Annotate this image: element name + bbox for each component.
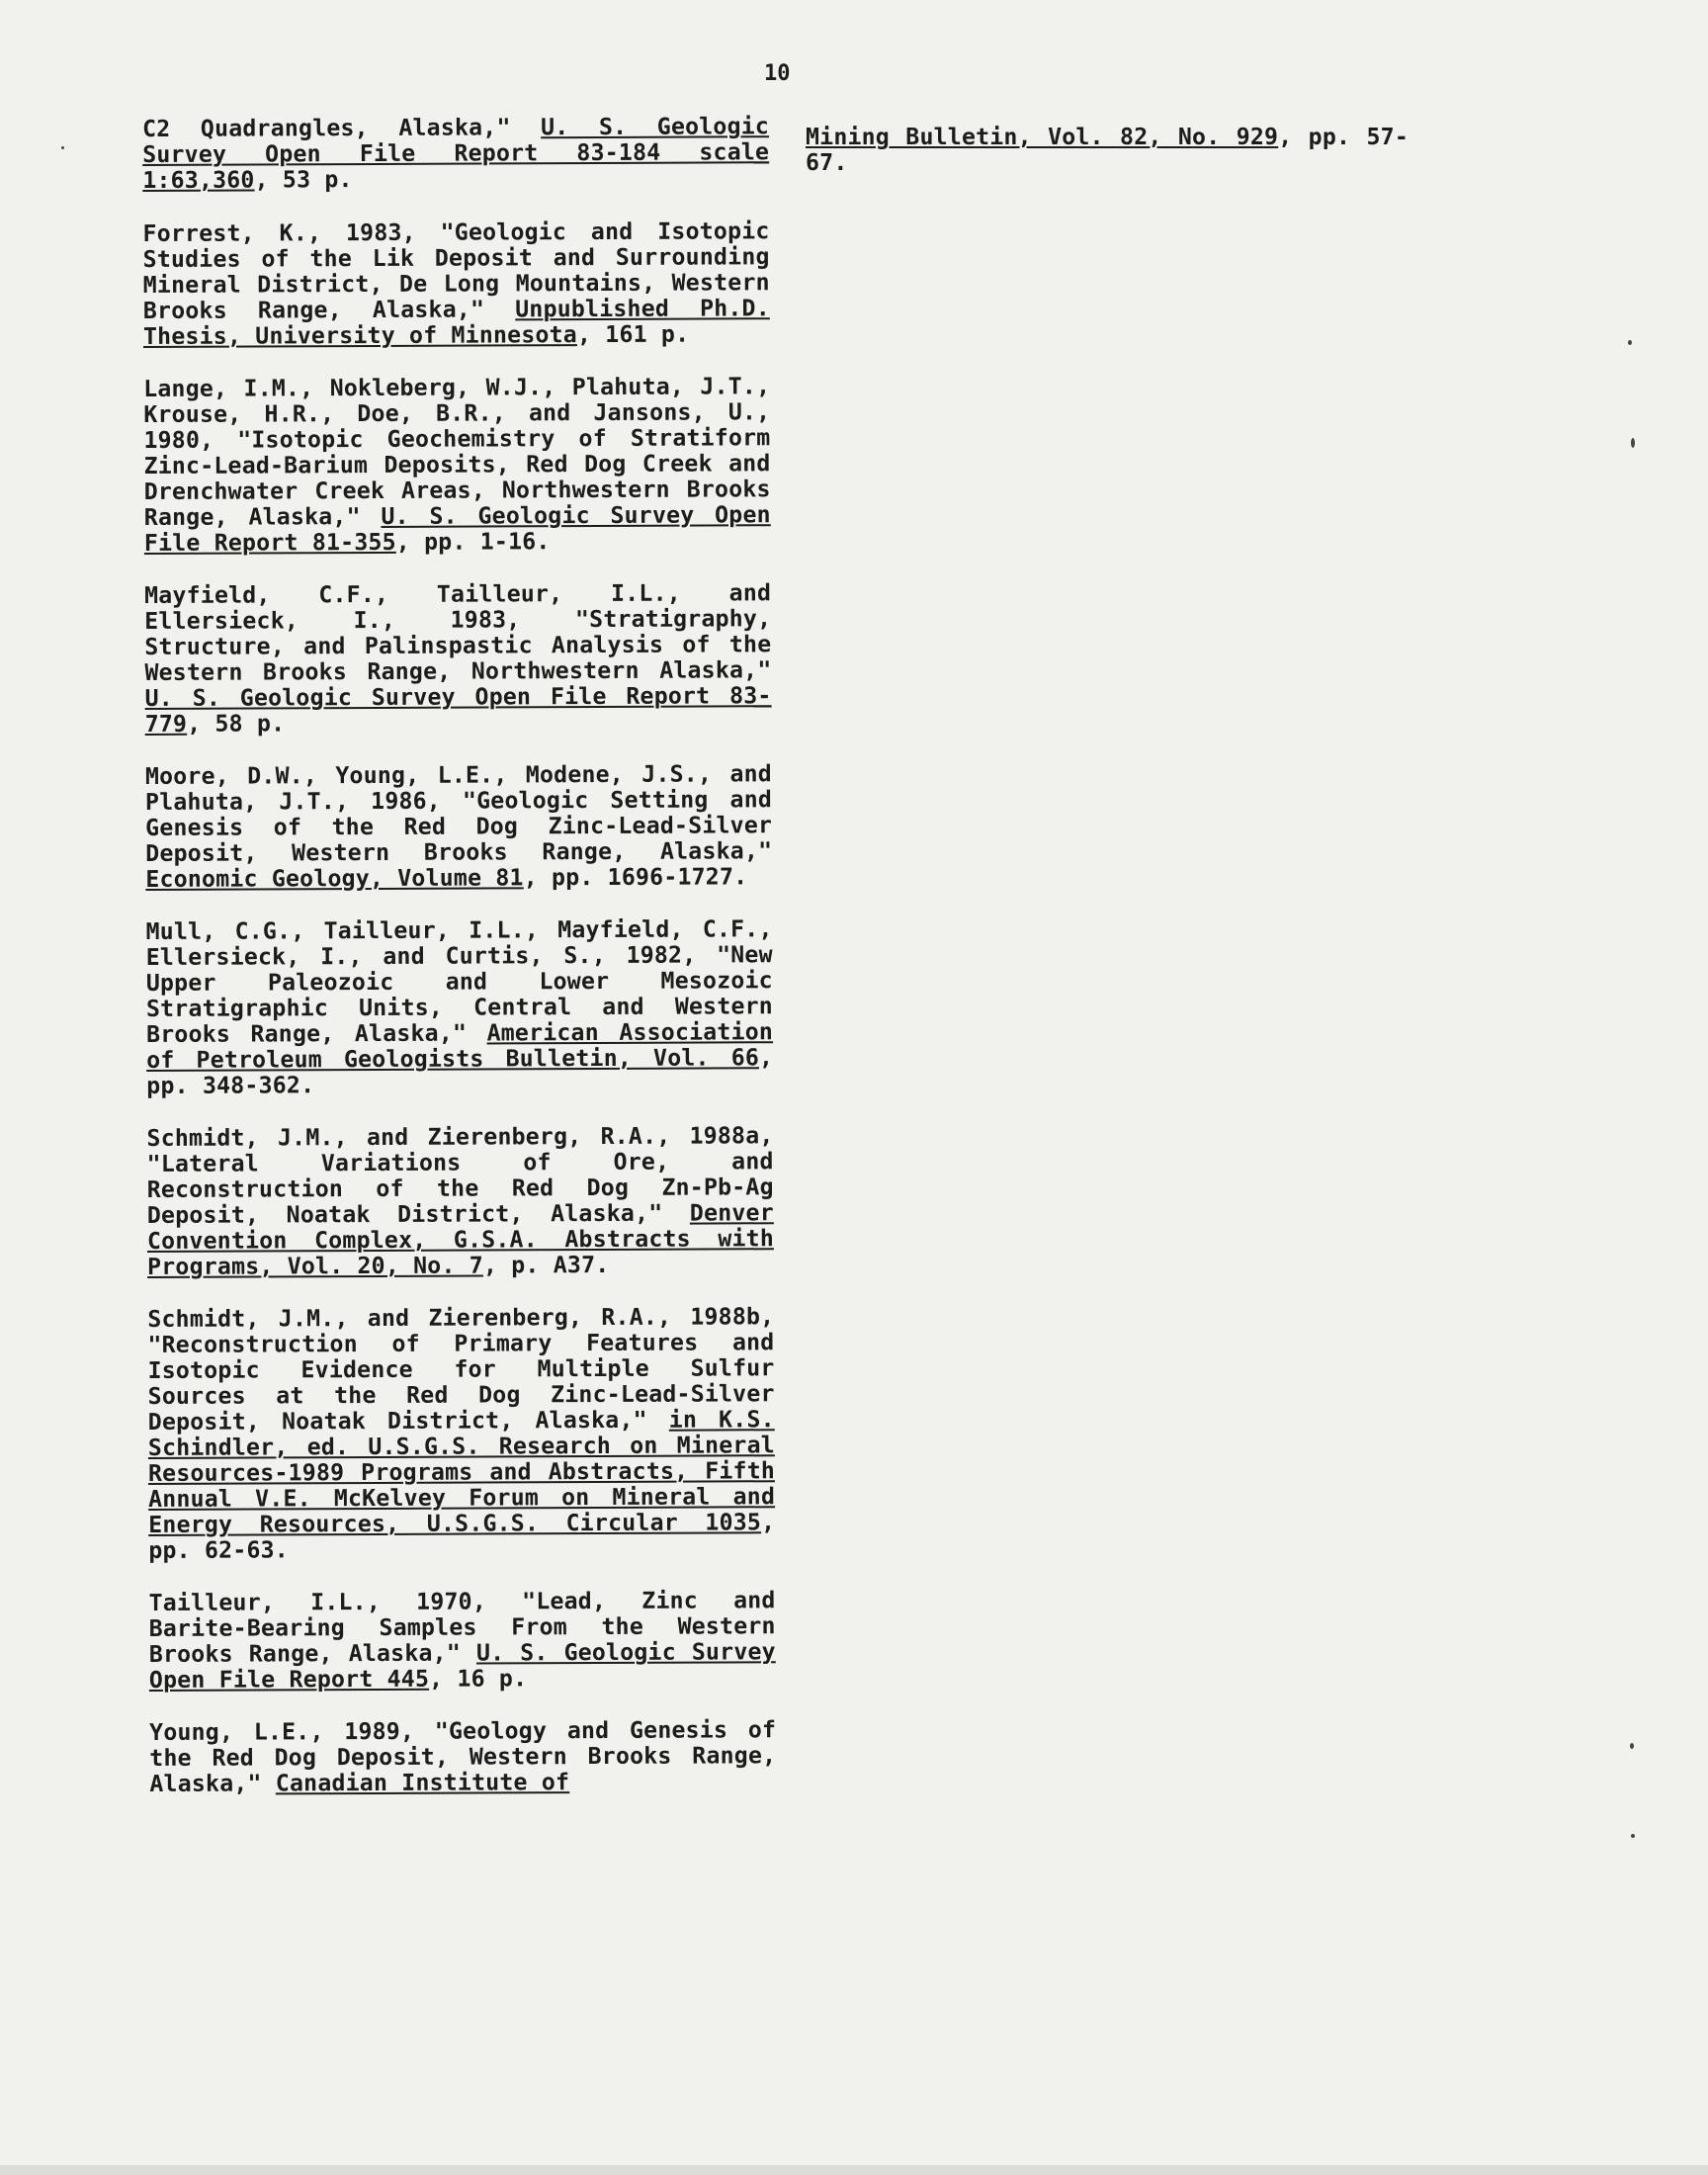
reference-source-title: Unpublished Ph.D. Thesis, University of Minnesota: [142, 295, 770, 350]
reference-entry: [146, 916, 774, 1099]
reference-text: C2 Quadrangles, Alaska,": [141, 114, 542, 142]
reference-entry: [143, 374, 771, 557]
reference-entry: [142, 218, 770, 350]
scan-speck: [61, 146, 64, 149]
reference-source-title: American Association of Petroleum Geologists Bulletin, Vol. 66: [146, 1018, 774, 1074]
reference-source-title: Denver Convention Complex, G.S.A. Abstracts with Programs, Vol. 20, No. 7: [146, 1199, 775, 1280]
reference-entry: [146, 1123, 774, 1280]
reference-source-title: U. S. Geologic Survey Open File Report 83-184 scale 1:63,360: [142, 113, 770, 194]
references-left-column: [142, 114, 777, 1824]
reference-text: Mull, C.G., Tailleur, I.L., Mayfield, C.F., Ellersieck, I., and Curtis, S., 1982, "New Upper Paleozoic and Lower Mesozoic Stratigraphic Units, Central and Western Brooks Range, Alaska,": [145, 915, 773, 1048]
reference-entry: [145, 761, 773, 893]
reference-text: , p. A37.: [482, 1251, 610, 1279]
reference-entry: [149, 1717, 776, 1797]
reference-text: , 58 p.: [187, 710, 286, 738]
reference-text: Lange, I.M., Nokleberg, W.J., Plahuta, J.T., Krouse, H.R., Doe, B.R., and Jansons, U., 1980, "Isotopic Geochemistry of Stratiform Zinc-Lead-Barium Deposits, Red Dog Creek and Drenchwater Creek Areas, Northwestern Brooks Range, Alaska,": [143, 373, 771, 531]
reference-text: , pp. 62-63.: [148, 1509, 776, 1564]
scan-speck: [1631, 1834, 1635, 1838]
scan-speck: [1631, 438, 1635, 448]
reference-source-title: Canadian Institute of: [275, 1769, 570, 1797]
reference-text: Schmidt, J.M., and Zierenberg, R.A., 1988b, "Reconstruction of Primary Features and Isotopic Evidence for Multiple Sulfur Sources at the Red Dog Zinc-Lead-Silver Deposit, Noatak District, Alaska,": [147, 1303, 775, 1436]
reference-text: Forrest, K., 1983, "Geologic and Isotopic Studies of the Lik Deposit and Surrounding Mineral District, De Long Mountains, Western Brooks Range, Alaska,": [142, 218, 770, 324]
reference-text: Schmidt, J.M., and Zierenberg, R.A., 1988a, "Lateral Variations of Ore, and Reconstruction of the Red Dog Zn-Pb-Ag Deposit, Noatak District, Alaska,": [146, 1122, 774, 1229]
reference-text: , 53 p.: [254, 166, 353, 194]
reference-entry: [144, 580, 772, 738]
reference-text: , pp. 1696-1727.: [523, 863, 748, 892]
reference-text: , 161 p.: [576, 320, 690, 349]
references-right-column: [806, 125, 1409, 204]
reference-text: , pp. 57-67.: [806, 124, 1409, 176]
reference-text: Moore, D.W., Young, L.E., Modene, J.S., and Plahuta, J.T., 1986, "Geologic Setting and Genesis of the Red Dog Zinc-Lead-Silver Deposit, Western Brooks Range, Alaska,": [144, 760, 773, 867]
reference-entry: [149, 1588, 776, 1694]
scan-bottom-edge: [0, 2165, 1708, 2175]
reference-source-title: U. S. Geologic Survey Open File Report 81-355: [143, 501, 771, 557]
scan-speck: [1628, 340, 1632, 345]
page-number: 10: [764, 61, 791, 86]
reference-text: Young, L.E., 1989, "Geology and Genesis of the Red Dog Deposit, Western Brooks Range, Alaska,": [149, 1716, 777, 1797]
reference-text: Tailleur, I.L., 1970, "Lead, Zinc and Barite-Bearing Samples From the Western Brooks Range, Alaska,": [148, 1587, 776, 1668]
reference-source-title: U. S. Geologic Survey Open File Report 445: [148, 1638, 776, 1694]
scan-speck: [1630, 1743, 1634, 1749]
reference-entry: [147, 1304, 775, 1564]
reference-text: Mayfield, C.F., Tailleur, I.L., and Ellersieck, I., 1983, "Stratigraphy, Structure, and Palinspastic Analysis of the Western Brooks Range, Northwestern Alaska,": [144, 579, 772, 686]
reference-text: , 16 p.: [429, 1665, 528, 1693]
reference-source-title: in K.S. Schindler, ed. U.S.G.S. Research on Mineral Resources-1989 Programs and Abstracts, Fifth Annual V.E. McKelvey Forum on Mineral and Energy Resources, U.S.G.S. Circular 1035: [147, 1406, 776, 1538]
reference-text: , pp. 1-16.: [395, 528, 551, 556]
reference-entry: [142, 114, 769, 194]
reference-source-title: Economic Geology, Volume 81: [145, 864, 524, 893]
reference-source-title: Mining Bulletin, Vol. 82, No. 929: [806, 124, 1279, 150]
reference-text: , pp. 348-362.: [146, 1044, 774, 1099]
reference-source-title: U. S. Geologic Survey Open File Report 83-779: [144, 682, 772, 738]
reference-entry: [806, 125, 1409, 176]
